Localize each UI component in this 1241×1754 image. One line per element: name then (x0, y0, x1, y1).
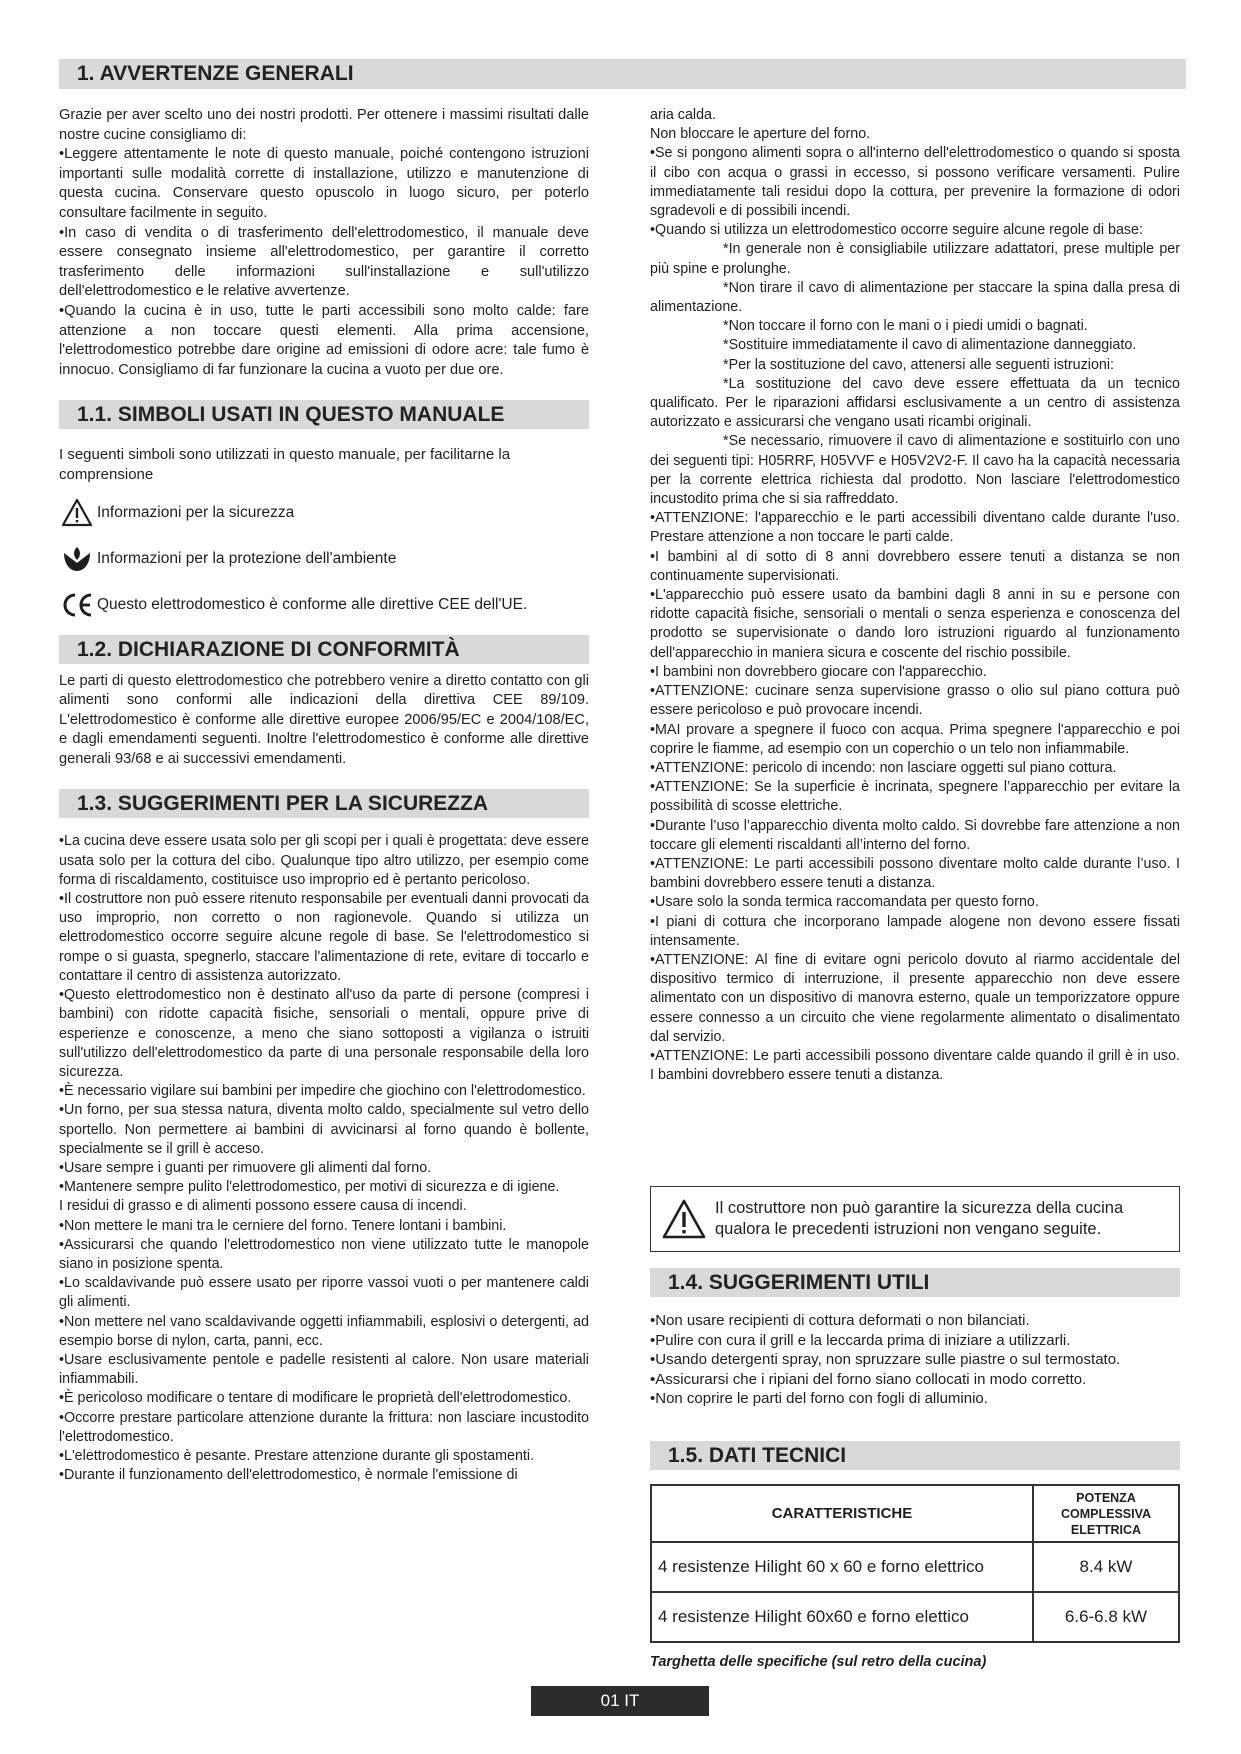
useful-tips-list (650, 1311, 1180, 1409)
intro-paragraph: •In caso di vendita o di trasferimento dell'elettrodomestico, il manuale deve essere consegnato insieme all'elettrodomestico, per garantire il corretto trasferimento delle informazioni sull'installazione e sull'utilizzo dell'elettrodomestico e le relative avvertenze. (59, 224, 589, 300)
intro-paragraph: •Leggere attentamente le note di questo manuale, poiché contengono istruzioni importanti sulle modalità corrette di installazione, utilizzo e manutenzione di questa cucina. Conservare questo opuscolo in luogo sicuro, per poterlo consultare facilmente in seguito. (59, 146, 589, 221)
safety-tip: •Durante l’uso l’apparecchio diventa molto caldo. Si dovrebbe fare attenzione a non toccare gli elementi riscaldanti all’interno del forno. (650, 817, 1180, 853)
safety-tip: •Usare sempre i guanti per rimuovere gli alimenti dal forno. (59, 1159, 432, 1176)
intro-text (59, 106, 589, 380)
useful-tips-section (650, 1268, 1180, 1409)
safety-tip: •Quando si utilizza un elettrodomestico occorre seguire alcune regole di base: (650, 222, 1143, 239)
safety-tip: •Non mettere nel vano scaldavivande oggetti infiammabili, esplosivi o detergenti, ad esempio borse di nylon, carta, panni, ecc. (59, 1313, 589, 1349)
section-title-symbols: 1.1. SIMBOLI USATI IN QUESTO MANUALE (59, 400, 589, 429)
table-cell-power: 6.6-6.8 kW (1033, 1592, 1179, 1642)
table-caption: Targhetta delle specifiche (sul retro della cucina) (650, 1654, 987, 1670)
safety-tips-right (650, 106, 1180, 1085)
safety-subtip: *Non toccare il forno con le mani o i piedi umidi o bagnati. (723, 318, 1088, 335)
safety-tip: •ATTENZIONE: Le parti accessibili possono diventare calde quando il grill è in uso. I bambini dovrebbero essere tenuti a distanza. (650, 1047, 1180, 1084)
safety-tip: •ATTENZIONE: pericolo di incendo: non lasciare oggetti sul piano cottura. (650, 759, 1117, 776)
safety-tip: Non bloccare le aperture del forno. (650, 126, 871, 143)
safety-tip: •L'elettrodomestico è pesante. Prestare attenzione durante gli spostamenti. (59, 1447, 535, 1464)
table-cell-power: 8.4 kW (1033, 1542, 1179, 1592)
table-cell-feature: 4 resistenze Hilight 60 x 60 e forno elettrico (651, 1542, 1033, 1592)
safety-tip: •Lo scaldavivande può essere usato per riporre vassoi vuoti o per mantenere caldi gli alimenti. (59, 1275, 589, 1311)
table-header-row (651, 1485, 1179, 1542)
symbol-label-environment: Informazioni per la protezione dell'ambiente (97, 549, 397, 567)
table-header-features: CARATTERISTICHE (651, 1485, 1033, 1542)
symbol-label-safety: Informazioni per la sicurezza (97, 503, 295, 521)
safety-subtip: *La sostituzione del cavo deve essere effettuata da un tecnico qualificato. Per le riparazioni affidarsi esclusivamente a un centro di assistenza autorizzato e assicurarsi che vengano usati ricambi originali. (650, 375, 1180, 431)
safety-tip: •I bambini al di sotto di 8 anni dovrebbero essere tenuti a distanza se non continuamente supervisionati. (650, 548, 1180, 584)
symbols-intro: I seguenti simboli sono utilizzati in questo manuale, per facilitarne la comprensione (59, 446, 511, 483)
safety-tip: •ATTENZIONE: Se la superficie è incrinata, spegnere l’apparecchio per evitare la possibilità di scosse elettriche. (650, 779, 1180, 815)
safety-tip: •MAI provare a spegnere il fuoco con acqua. Prima spegnere l'apparecchio e poi coprire le fiamme, ad esempio con un coperchio o un telo non infiammabile. (650, 721, 1180, 757)
section-title-conformity: 1.2. DICHIARAZIONE DI CONFORMITÀ (59, 635, 589, 664)
safety-tip: •I piani di cottura che incorporano lampade alogene non devono essere fissati intensamente. (650, 913, 1180, 949)
safety-tip: •Questo elettrodomestico non è destinato all'uso da parte di persone (compresi i bambini) con ridotte capacità fisiche, sensoriali o mentali, oppure prive di esperienze e conoscenze, a meno che siano sottoposti a vigilanza o istruiti sull'utilizzo dell'elettrodomestico da parte di una personale responsabile della loro sicurezza. (59, 987, 589, 1080)
safety-subtip: *Se necessario, rimuovere il cavo di alimentazione e sostituirlo con uno dei seguenti tipi: H05RRF, H05VVF e H05V2V2-F. Il cavo ha la capacità necessaria per la corrente elettrica richiesta dal prodotto. Non lasciare l'elettrodomestico incustodito prima che si sia raffreddato. (650, 433, 1180, 508)
leaf-hands-icon (59, 543, 95, 575)
safety-tip: I residui di grasso e di alimenti possono essere causa di incendi. (59, 1198, 467, 1215)
safety-tip: •Assicurarsi che quando l'elettrodomestico non viene utilizzato tutte le manopole siano in posizione spenta. (59, 1236, 589, 1272)
warning-triangle-icon (59, 497, 95, 529)
safety-tip: •La cucina deve essere usata solo per gli scopi per i quali è progettata: deve essere usata solo per la cottura del cibo. Qualunque tipo altro utilizzo, per esempio come forma di riscaldamento, costituisce uso improprio ed è pertanto pericoloso. (59, 833, 589, 888)
warning-box (650, 1186, 1180, 1252)
tech-data-table (650, 1484, 1180, 1643)
safety-tip: •È pericoloso modificare o tentare di modificare le proprietà dell'elettrodomestico. (59, 1390, 572, 1407)
useful-tip: •Usando detergenti spray, non spruzzare sulle piastre o sul termostato. (650, 1351, 1121, 1369)
useful-tip: •Non coprire le parti del forno con fogli di alluminio. (650, 1390, 988, 1408)
section-title-useful-tips: 1.4. SUGGERIMENTI UTILI (650, 1268, 1180, 1297)
safety-subtip: *In generale non è consigliabile utilizzare adattatori, prese multiple per più spine e prolunghe. (650, 241, 1180, 277)
table-header-power: POTENZA COMPLESSIVA ELETTRICA (1033, 1485, 1179, 1542)
safety-subtip: *Sostituire immediatamente il cavo di alimentazione danneggiato. (723, 337, 1137, 354)
intro-paragraph: Grazie per aver scelto uno dei nostri prodotti. Per ottenere i massimi risultati dalle nostre cucine consigliamo di: (59, 107, 589, 143)
safety-tip: •ATTENZIONE: Al fine di evitare ogni pericolo dovuto al riarmo accidentale del dispositivo termico di interruzione, il presente apparecchio non deve essere alimentato con un dispositivo di manovra esterno, quale un temporizzatore oppure essere connesso a un circuito che viene regolarmente alimentato o disalimentato dal servizio. (650, 951, 1180, 1045)
table-row (651, 1592, 1179, 1642)
useful-tip: •Assicurarsi che i ripiani del forno siano collocati in modo corretto. (650, 1370, 1087, 1388)
useful-tip: •Non usare recipienti di cottura deformati o non bilanciati. (650, 1312, 1030, 1329)
safety-tips-left (59, 832, 589, 1485)
table-cell-feature: 4 resistenze Hilight 60x60 e forno elettico (651, 1592, 1033, 1642)
left-column (59, 106, 589, 1485)
section-title-general-warnings: 1. AVVERTENZE GENERALI (59, 59, 1186, 89)
intro-paragraph: •Quando la cucina è in uso, tutte le parti accessibili sono molto calde: fare attenzione a non toccare questi elementi. Alla prima accensione, l'elettrodomestico potrebbe dare origine ad emissioni di odore acre: tale fumo è innocuo. Consigliamo di far funzionare la cucina a vuoto per due ore. (59, 302, 589, 378)
safety-tip: •Mantenere sempre pulito l'elettrodomestico, per motivi di sicurezza e di igiene. (59, 1179, 560, 1196)
safety-subtip: *Non tirare il cavo di alimentazione per staccare la spina dalla presa di alimentazione. (650, 279, 1180, 316)
warning-box-text: Il costruttore non può garantire la sicurezza della cucina qualora le precedenti istruzioni non vengano seguite. (715, 1199, 1124, 1238)
section-title-tech-data: 1.5. DATI TECNICI (650, 1441, 1180, 1470)
ce-mark-icon (59, 589, 95, 621)
warning-triangle-icon (661, 1198, 707, 1240)
safety-tip: •Il costruttore non può essere ritenuto responsabile per eventuali danni provocati da uso improprio, non corretto o non ragionevole. Quando si utilizza un elettrodomestico occorre seguire alcune regole di base. Se l'elettrodomestico si rompe o si guasta, spegnerlo, staccare l'alimentazione di rete, evitare di toccarlo e contattare il centro di assistenza autorizzato. (59, 891, 589, 984)
safety-tip: •Un forno, per sua stessa natura, diventa molto caldo, specialmente sul vetro dello sportello. Non permettere ai bambini di avvicinarsi al forno quando è bollente, specialmente se il grill è acceso. (59, 1102, 589, 1157)
table-row (651, 1542, 1179, 1592)
safety-tip: •I bambini non dovrebbero giocare con l'apparecchio. (650, 663, 987, 680)
safety-tip: •Usare solo la sonda termica raccomandata per questo forno. (650, 894, 1039, 911)
symbol-row-safety (59, 497, 589, 529)
symbol-row-ce (59, 589, 589, 621)
tech-data-section (650, 1441, 1180, 1673)
safety-tip: •L'apparecchio può essere usato da bambini dagli 8 anni in su e persone con ridotte capacità fisiche, sensoriali o mentali o senza esperienza e conoscenza del prodotto se supervisionate o dando loro istruzioni riguardo al funzionamento dell'apparecchio in maniera sicura e coscente del rischio possibile. (650, 587, 1180, 661)
symbol-label-ce: Questo elettrodomestico è conforme alle direttive CEE dell'UE. (97, 595, 528, 613)
useful-tip: •Pulire con cura il grill e la leccarda prima di iniziare a utilizzarli. (650, 1331, 1071, 1349)
safety-tip: aria calda. (650, 107, 716, 123)
safety-tip: •Occorre prestare particolare attenzione durante la frittura: non lasciare incustodito l'elettrodomestico. (59, 1409, 589, 1445)
safety-tip: •Durante il funzionamento dell'elettrodomestico, è normale l'emissione di (59, 1467, 518, 1484)
safety-tip: •ATTENZIONE: Le parti accessibili possono diventare molto calde durante l’uso. I bambini dovrebbero essere tenuti a distanza. (650, 855, 1180, 892)
safety-tip: •Non mettere le mani tra le cerniere del forno. Tenere lontani i bambini. (59, 1217, 507, 1234)
safety-tip: •Se si pongono alimenti sopra o all'interno dell'elettrodomestico o quando si sposta il cibo con acqua o grassi in eccesso, si possono verificare versamenti. Pulire immediatamente tali residui dopo la cottura, per prevenire la formazione di odori sgradevoli e di possibili incendi. (650, 145, 1180, 220)
right-column (650, 106, 1180, 1085)
page-number: 01 IT (531, 1686, 709, 1716)
safety-tip: •ATTENZIONE: cucinare senza supervisione grasso o olio sul piano cottura può essere pericoloso e può provocare incendi. (650, 683, 1180, 719)
safety-subtip: *Per la sostituzione del cavo, attenersi alle seguenti istruzioni: (723, 356, 1114, 373)
safety-tip: •Usare esclusivamente pentole e padelle resistenti al calore. Non usare materiali infiammabili. (59, 1351, 589, 1388)
safety-tip: •ATTENZIONE: l'apparecchio e le parti accessibili diventano calde durante l'uso. Prestare attenzione a non toccare le parti calde. (650, 510, 1180, 546)
safety-tip: •È necessario vigilare sui bambini per impedire che giochino con l'elettrodomestico. (59, 1083, 586, 1100)
symbol-row-environment (59, 543, 589, 575)
section-title-safety-tips: 1.3. SUGGERIMENTI PER LA SICUREZZA (59, 789, 589, 818)
conformity-text: Le parti di questo elettrodomestico che potrebbero venire a diretto contatto con gli alimenti sono conformi alle indicazioni della direttiva CEE 89/109. L'elettrodomestico è conforme alle direttive europee 2006/95/EC e 2004/108/EC, e dagli emendamenti seguenti. Inoltre l'elettrodomestico è conforme alle direttive generali 93/68 e ai successivi emendamenti. (59, 672, 589, 767)
